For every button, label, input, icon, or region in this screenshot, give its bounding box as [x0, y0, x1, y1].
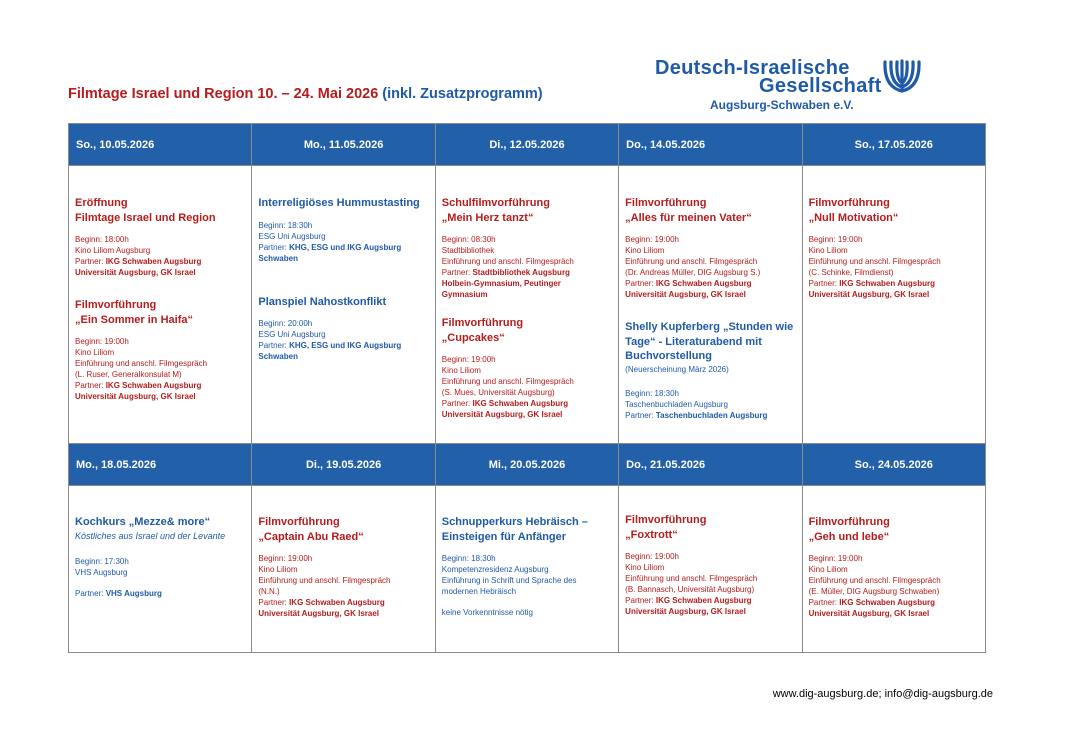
day-cell	[802, 486, 985, 653]
event-title: „Alles für meinen Vater“	[625, 211, 752, 224]
day-header: So., 17.05.2026	[802, 124, 985, 166]
event-partner: Universität Augsburg, GK Israel	[625, 607, 746, 616]
event-partner: Schwaben	[258, 253, 298, 263]
event-partner: Schwaben	[258, 352, 298, 361]
event-partner: Partner: IKG Schwaben Augsburg	[75, 257, 202, 266]
event-partner: Universität Augsburg, GK Israel	[441, 410, 563, 419]
event-note: Einführung in Schrift und Sprache des	[441, 576, 577, 585]
event-details	[442, 354, 612, 420]
day-cell	[619, 166, 802, 444]
event-note: Einführung und anschl. Filmgespräch	[441, 377, 574, 386]
event-details	[75, 336, 245, 402]
event-venue: Kino Liliom	[258, 565, 298, 574]
event-note: (Neuerscheinung März 2026)	[625, 364, 729, 374]
event-venue: Stadtbibliothek	[441, 246, 495, 255]
title-extra: (inkl. Zusatzprogramm)	[382, 86, 543, 102]
event-title: Filmvorführung	[625, 197, 707, 209]
event-venue: Kino Liliom Augsburg	[75, 246, 151, 255]
event-title: Filmvorführung	[808, 516, 890, 528]
event-title: Filmtage Israel und Region	[75, 211, 216, 224]
event-title: Filmvorführung	[808, 197, 890, 209]
event-note: Einführung und anschl. Filmgespräch	[625, 574, 758, 583]
event-speaker: (C. Schinke, Filmdienst)	[808, 268, 894, 277]
event-title: Interreligiöses Hummustasting	[258, 197, 420, 209]
event	[258, 295, 428, 363]
day-cell	[69, 166, 252, 444]
event-partner: Universität Augsburg, GK Israel	[625, 290, 746, 299]
event-title: „Captain Abu Raed“	[258, 530, 364, 543]
event	[625, 196, 795, 300]
event-details	[625, 551, 795, 617]
event-time: Beginn: 19:00h	[441, 355, 496, 364]
event-partner: Universität Augsburg, GK Israel	[258, 609, 380, 618]
day-cell	[252, 166, 435, 444]
event-speaker: (N.N.)	[258, 587, 280, 596]
event-partner: Universität Augsburg, GK Israel	[808, 290, 930, 299]
day-header: Mi., 20.05.2026	[435, 444, 618, 486]
event-venue: Kompetenzresidenz Augsburg	[441, 565, 549, 574]
event-title: Filmvorführung	[258, 516, 340, 528]
event-venue: Kino Liliom	[625, 563, 665, 572]
event-venue: ESG Uni Augsburg	[258, 330, 326, 339]
event-time: Beginn: 19:00h	[808, 235, 863, 244]
day-header: Do., 21.05.2026	[619, 444, 802, 486]
event-time: Beginn: 19:00h	[75, 337, 129, 346]
event-partner: Partner: Stadtbibliothek Augsburg	[441, 268, 570, 277]
event-title: „Mein Herz tanzt“	[441, 211, 534, 224]
event-partner: Universität Augsburg, GK Israel	[75, 268, 196, 277]
event-partner: Partner: IKG Schwaben Augsburg	[258, 598, 385, 607]
event-details	[442, 553, 612, 618]
logo-line-3: Augsburg-Schwaben e.V.	[710, 98, 854, 112]
event	[442, 316, 612, 420]
event-speaker: (Dr. Andreas Müller, DIG Augsburg S.)	[625, 268, 761, 277]
event-title: Planspiel Nahostkonflikt	[258, 295, 387, 308]
event-note: modernen Hebräisch	[441, 587, 517, 596]
day-cell	[619, 486, 802, 653]
day-header: Di., 12.05.2026	[435, 124, 618, 166]
day-cell	[435, 166, 618, 444]
event-details	[75, 556, 245, 599]
event-partner: Holbein-Gymnasium, Peutinger	[441, 279, 561, 288]
event-speaker: (B. Bannasch, Universität Augsburg)	[625, 585, 755, 594]
event-note: Einführung und anschl. Filmgespräch	[808, 576, 941, 585]
event-speaker: (L. Ruser, Generalkonsulat M)	[75, 370, 182, 379]
event	[75, 515, 245, 599]
event-time: Beginn: 18:30h	[625, 388, 679, 398]
day-header: Do., 14.05.2026	[619, 124, 802, 166]
event-partner: Partner: IKG Schwaben Augsburg	[625, 596, 752, 605]
day-cell	[252, 486, 435, 653]
event-title: Buchvorstellung	[625, 350, 712, 362]
event-time: Beginn: 19:00h	[625, 552, 679, 561]
event	[809, 196, 979, 300]
event-details	[258, 220, 428, 264]
event-time: Beginn: 19:00h	[258, 554, 313, 563]
event-partner: Partner: KHG, ESG und IKG Augsburg	[258, 341, 402, 350]
event-venue: Kino Liliom	[808, 246, 848, 255]
event-partner: Partner: Taschenbuchladen Augsburg	[625, 410, 768, 420]
event-title: „Geh und lebe“	[808, 530, 890, 543]
event-partner: Partner: IKG Schwaben Augsburg	[75, 381, 202, 390]
day-header: So., 10.05.2026	[69, 124, 252, 166]
day-header: Di., 19.05.2026	[252, 444, 435, 486]
event-details	[75, 234, 245, 278]
title-main: Filmtage Israel und Region 10. – 24. Mai 2026	[68, 86, 379, 102]
event-details	[442, 234, 612, 300]
event	[625, 513, 795, 617]
event-title: „Cupcakes“	[441, 331, 505, 344]
event-partner: Partner: KHG, ESG und IKG Augsburg	[258, 242, 402, 252]
event-time: Beginn: 20:00h	[258, 319, 313, 328]
logo-line-2: Gesellschaft	[759, 75, 882, 97]
event-title: „Ein Sommer in Haifa“	[75, 313, 193, 326]
event	[75, 298, 245, 402]
event-details	[809, 553, 979, 619]
footer-contact: www.dig-augsburg.de; info@dig-augsburg.de	[772, 688, 993, 700]
event-partner: Partner: IKG Schwaben Augsburg	[808, 598, 935, 607]
event-note: Einführung und anschl. Filmgespräch	[808, 257, 941, 266]
event-title: Filmvorführung	[75, 299, 157, 311]
event-note: Einführung und anschl. Filmgespräch	[258, 576, 391, 585]
day-header: Mo., 18.05.2026	[69, 444, 252, 486]
page-title	[68, 86, 543, 102]
event-subtitle: Köstliches aus Israel und der Levante	[75, 530, 226, 541]
event-time: Beginn: 08:30h	[441, 235, 496, 244]
event-details	[625, 388, 795, 421]
day-cell	[802, 166, 985, 444]
event-speaker: (E. Müller, DIG Augsburg Schwaben)	[808, 587, 940, 596]
day-header: So., 24.05.2026	[802, 444, 985, 486]
event-time: Beginn: 19:00h	[808, 554, 863, 563]
event-note: Einführung und anschl. Filmgespräch	[625, 257, 758, 266]
event	[258, 515, 428, 619]
event-title: Einsteigen für Anfänger	[441, 530, 567, 543]
event-note: Einführung und anschl. Filmgespräch	[441, 257, 574, 266]
event-title: Schulfilmvorführung	[441, 197, 550, 209]
event-details	[809, 234, 979, 300]
event-venue: Kino Liliom	[625, 246, 665, 255]
event-partner: Universität Augsburg, GK Israel	[808, 609, 930, 618]
event	[442, 196, 612, 300]
event-venue: Taschenbuchladen Augsburg	[625, 399, 728, 409]
event-title: Tage“ - Literaturabend mit	[625, 335, 762, 348]
event-details	[258, 318, 428, 362]
event-title: Kochkurs „Mezze& more“	[75, 516, 211, 528]
event-title: „Null Motivation“	[808, 211, 899, 224]
event-title: „Foxtrott“	[625, 528, 678, 541]
event-venue: ESG Uni Augsburg	[258, 231, 326, 241]
event-partner: Partner: IKG Schwaben Augsburg	[441, 399, 569, 408]
event-time: Beginn: 18:30h	[258, 220, 313, 230]
event	[442, 515, 612, 618]
event-speaker: (S. Mues, Universität Augsburg)	[441, 388, 555, 397]
event-time: Beginn: 17:30h	[75, 556, 129, 566]
event-note: keine Vorkenntnisse nötig	[441, 608, 533, 617]
logo-line-1: Deutsch-Israelische	[655, 57, 850, 79]
menorah-icon	[880, 57, 924, 95]
event-title: Schnupperkurs Hebräisch –	[441, 516, 588, 528]
day-header: Mo., 11.05.2026	[252, 124, 435, 166]
event-time: Beginn: 18:30h	[441, 554, 496, 563]
event-details	[625, 234, 795, 300]
event	[75, 196, 245, 278]
event-venue: Kino Liliom	[75, 348, 115, 357]
event-details	[258, 553, 428, 619]
event-partner: Partner: IKG Schwaben Augsburg	[625, 279, 752, 288]
event-note: Einführung und anschl. Filmgespräch	[75, 359, 208, 368]
event-title: Shelly Kupferberg „Stunden wie	[625, 321, 794, 333]
event-partner: Partner: VHS Augsburg	[75, 588, 162, 598]
day-cell	[435, 486, 618, 653]
day-cell	[69, 486, 252, 653]
event	[809, 515, 979, 619]
event-title: Eröffnung	[75, 197, 128, 209]
event-time: Beginn: 18:00h	[75, 235, 129, 244]
event-partner: Universität Augsburg, GK Israel	[75, 392, 196, 401]
event	[625, 320, 795, 421]
event-venue: Kino Liliom	[808, 565, 848, 574]
dig-logo	[655, 57, 930, 115]
event-title: Filmvorführung	[441, 317, 524, 329]
event-title: Filmvorführung	[625, 514, 707, 526]
event-partner: Partner: IKG Schwaben Augsburg	[808, 279, 935, 288]
event-time: Beginn: 19:00h	[625, 235, 679, 244]
event	[258, 196, 428, 264]
event-partner: Gymnasium	[441, 290, 488, 299]
event-venue: Kino Liliom	[441, 366, 481, 375]
event-venue: VHS Augsburg	[75, 567, 128, 577]
schedule-table	[68, 123, 986, 653]
